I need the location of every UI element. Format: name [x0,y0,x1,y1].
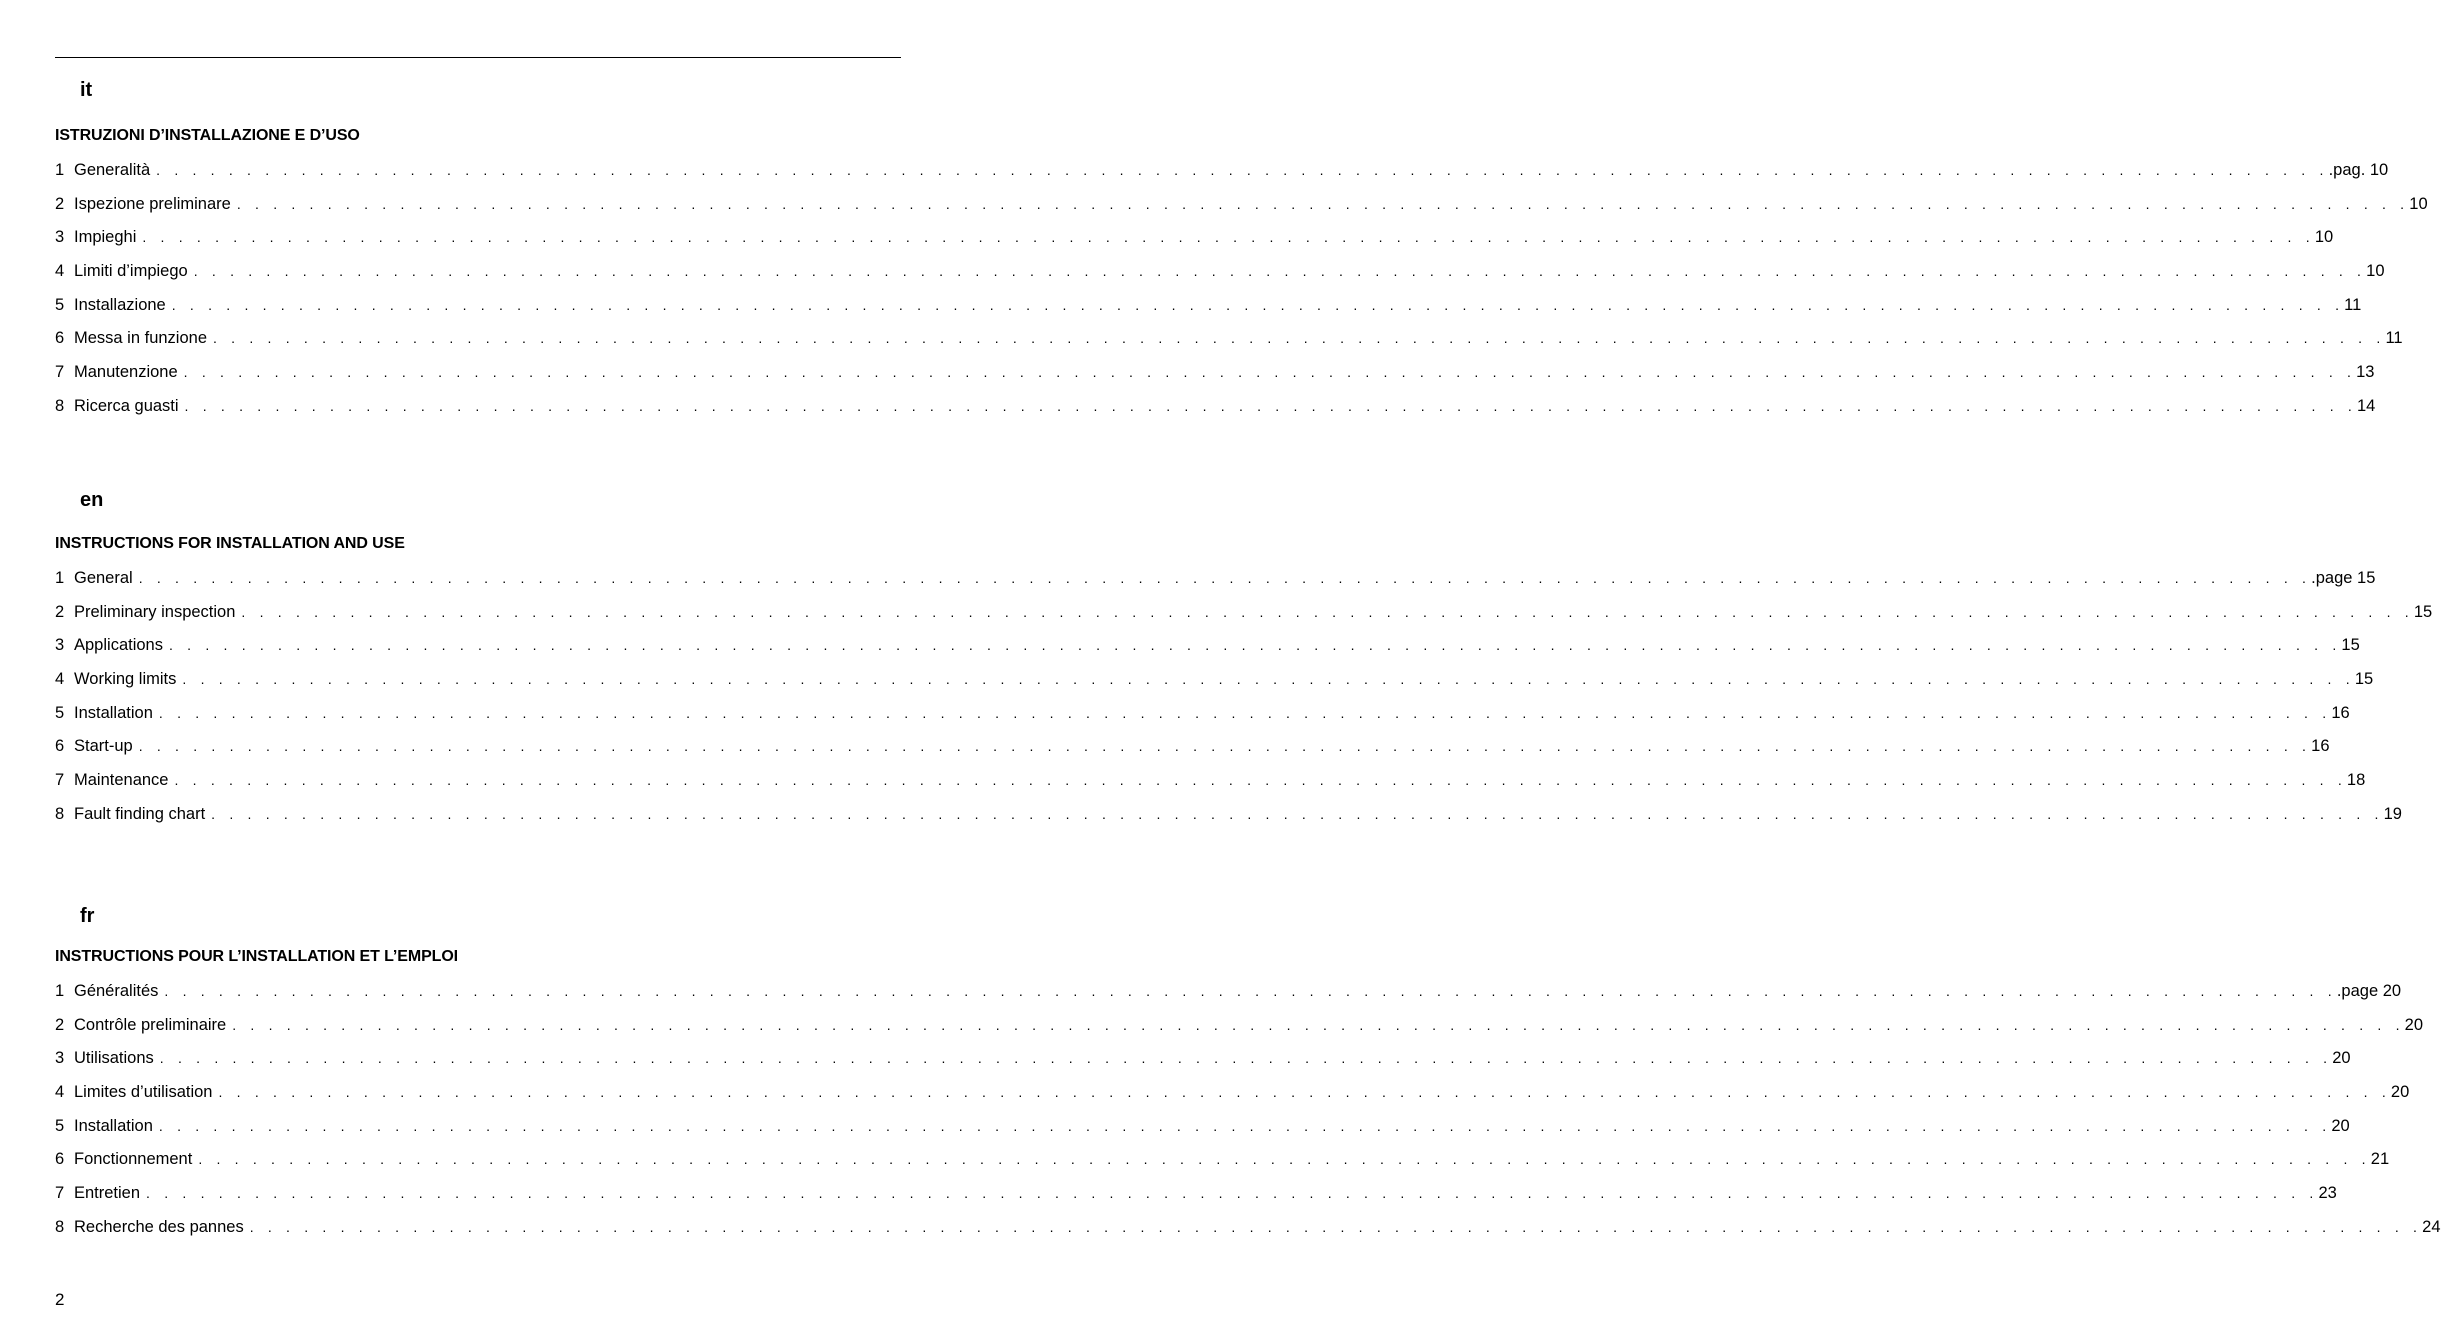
toc-entry[interactable] [55,804,2402,838]
toc-entry-title: Applications [74,636,163,655]
dot-leader: . . . . . . . . . . . . . . . . . . . . . . . . . . . . . . . . . . . . . . . . . . . . . . . . . . . . . . . . . . . . . . . . . . . . . . . . . . . . . . . . . . . . . . . . . . . . . . . . . . . . . . . . . . . . . . . . . . . . . . . . [142,229,2315,246]
toc-entry-page: 23 [2318,1184,2337,1203]
toc-entry-page: 11 [2344,295,2362,314]
toc-entry-page: 15 [2341,636,2360,655]
toc-entry-title: Fonctionnement [74,1150,193,1169]
toc-entry-page: 15 [2413,602,2433,621]
dot-leader: . . . . . . . . . . . . . . . . . . . . . . . . . . . . . . . . . . . . . . . . . . . . . . . . . . . . . . . . . . . . . . . . . . . . . . . . . . . . . . . . . . . . . . . . . . . . . . . . . . . . . . . . . . . . . . . . . . . . . . . . [138,570,2312,586]
toc-entry-page: 10 [2409,194,2428,213]
toc-entry[interactable] [55,669,2374,703]
toc-entry-number: 3 [55,1049,65,1068]
toc-entry-page: .page 20 [2336,982,2402,1000]
toc-entry-page: 20 [2404,1015,2424,1034]
toc-entry-number: 6 [55,1150,65,1169]
toc-entry-number: 7 [55,771,65,790]
dot-leader: . . . . . . . . . . . . . . . . . . . . . . . . . . . . . . . . . . . . . . . . . . . . . . . . . . . . . . . . . . . . . . . . . . . . . . . . . . . . . . . . . . . . . . . . . . . . . . . . . . . . . . . . . . . . . . . . . . . . . . . . [158,1117,2332,1134]
toc-entry-number: 1 [55,161,65,179]
toc-entry-number: 1 [55,982,65,1000]
toc-entry-number: 4 [55,1083,65,1102]
toc-entry-page: 11 [2385,329,2403,348]
toc-entry[interactable] [55,227,2334,261]
section-heading: INSTRUCTIONS POUR L’INSTALLATION ET L’EMPLOI [55,948,459,965]
toc-entry[interactable] [55,981,2402,1015]
dot-leader: . . . . . . . . . . . . . . . . . . . . . . . . . . . . . . . . . . . . . . . . . . . . . . . . . . . . . . . . . . . . . . . . . . . . . . . . . . . . . . . . . . . . . . . . . . . . . . . . . . . . . . . . . . . . . . . . . . . . . . . . [218,1084,2391,1101]
toc-entry-title: Fault finding chart [74,804,206,823]
toc-entry-page: 16 [2311,737,2330,756]
dot-leader: . . . . . . . . . . . . . . . . . . . . . . . . . . . . . . . . . . . . . . . . . . . . . . . . . . . . . . . . . . . . . . . . . . . . . . . . . . . . . . . . . . . . . . . . . . . . . . . . . . . . . . . . . . . . . . . . . . . . . . . . [182,671,2355,688]
toc-entry-title: Entretien [74,1184,141,1203]
toc-entry[interactable] [55,1082,2410,1116]
toc-entry[interactable] [55,635,2360,669]
toc-entry-page: 20 [2332,1049,2351,1068]
toc-entry-title: Messa in funzione [74,329,207,348]
dot-leader: . . . . . . . . . . . . . . . . . . . . . . . . . . . . . . . . . . . . . . . . . . . . . . . . . . . . . . . . . . . . . . . . . . . . . . . . . . . . . . . . . . . . . . . . . . . . . . . . . . . . . . . . . . . . . . . . . . . . . . . . [241,603,2414,620]
toc-entry-page: 18 [2346,771,2366,790]
toc-entry-title: Contrôle preliminaire [74,1015,227,1034]
dot-leader: . . . . . . . . . . . . . . . . . . . . . . . . . . . . . . . . . . . . . . . . . . . . . . . . . . . . . . . . . . . . . . . . . . . . . . . . . . . . . . . . . . . . . . . . . . . . . . . . . . . . . . . . . . . . . . . . . . . . . . . . [232,1016,2405,1033]
toc-entry[interactable] [55,328,2403,362]
top-rule [55,57,901,58]
dot-leader: . . . . . . . . . . . . . . . . . . . . . . . . . . . . . . . . . . . . . . . . . . . . . . . . . . . . . . . . . . . . . . . . . . . . . . . . . . . . . . . . . . . . . . . . . . . . . . . . . . . . . . . . . . . . . . . . . . . . . . . . [146,1185,2319,1202]
toc-entry[interactable] [55,1116,2350,1150]
toc-entry-title: Limites d’utilisation [74,1083,213,1102]
toc-entry-title: Généralités [74,982,159,1000]
toc-list [55,981,2441,1251]
toc-entry-page: 24 [2422,1217,2441,1236]
dot-leader: . . . . . . . . . . . . . . . . . . . . . . . . . . . . . . . . . . . . . . . . . . . . . . . . . . . . . . . . . . . . . . . . . . . . . . . . . . . . . . . . . . . . . . . . . . . . . . . . . . . . . . . . . . . . . . . . . . . . . . . . [168,637,2342,654]
dot-leader: . . . . . . . . . . . . . . . . . . . . . . . . . . . . . . . . . . . . . . . . . . . . . . . . . . . . . . . . . . . . . . . . . . . . . . . . . . . . . . . . . . . . . . . . . . . . . . . . . . . . . . . . . . . . . . . . . . . . . . . . [183,364,2357,381]
toc-entry-page: 14 [2356,396,2376,415]
language-code: en [80,489,104,511]
toc-entry-number: 1 [55,569,65,587]
toc-entry-title: Utilisations [74,1049,154,1068]
toc-entry-page: 10 [2314,228,2334,247]
toc-entry[interactable] [55,770,2366,804]
page-number: 2 [55,1290,65,1309]
toc-entry-page: 13 [2356,363,2375,382]
toc-entry-title: Installation [74,1116,153,1135]
toc-entry-title: Generalità [74,161,151,179]
toc-entry-number: 5 [55,703,65,722]
dot-leader: . . . . . . . . . . . . . . . . . . . . . . . . . . . . . . . . . . . . . . . . . . . . . . . . . . . . . . . . . . . . . . . . . . . . . . . . . . . . . . . . . . . . . . . . . . . . . . . . . . . . . . . . . . . . . . . . . . . . . . . . [211,805,2384,822]
toc-entry-number: 6 [55,329,65,348]
toc-entry-number: 7 [55,363,65,382]
toc-entry-page: .page 15 [2311,569,2376,587]
dot-leader: . . . . . . . . . . . . . . . . . . . . . . . . . . . . . . . . . . . . . . . . . . . . . . . . . . . . . . . . . . . . . . . . . . . . . . . . . . . . . . . . . . . . . . . . . . . . . . . . . . . . . . . . . . . . . . . . . . . . . . . . [158,704,2332,721]
toc-entry-title: Preliminary inspection [74,602,236,621]
dot-leader: . . . . . . . . . . . . . . . . . . . . . . . . . . . . . . . . . . . . . . . . . . . . . . . . . . . . . . . . . . . . . . . . . . . . . . . . . . . . . . . . . . . . . . . . . . . . . . . . . . . . . . . . . . . . . . . . . . . . . . . . [159,1050,2333,1067]
toc-entry[interactable] [55,1183,2337,1217]
toc-entry[interactable] [55,396,2376,430]
toc-entry[interactable] [55,194,2428,228]
toc-entry-title: General [74,569,133,587]
toc-entry-number: 5 [55,1116,65,1135]
language-code: it [80,79,93,101]
section-heading: ISTRUZIONI D’INSTALLAZIONE E D’USO [55,127,360,144]
dot-leader: . . . . . . . . . . . . . . . . . . . . . . . . . . . . . . . . . . . . . . . . . . . . . . . . . . . . . . . . . . . . . . . . . . . . . . . . . . . . . . . . . . . . . . . . . . . . . . . . . . . . . . . . . . . . . . . . . . . . . . . . [174,772,2347,789]
toc-entry-title: Installation [74,703,153,722]
toc-entry-page: 19 [2383,804,2402,823]
toc-entry[interactable] [55,295,2362,329]
dot-leader: . . . . . . . . . . . . . . . . . . . . . . . . . . . . . . . . . . . . . . . . . . . . . . . . . . . . . . . . . . . . . . . . . . . . . . . . . . . . . . . . . . . . . . . . . . . . . . . . . . . . . . . . . . . . . . . . . . . . . . . . [156,162,2329,178]
toc-entry-number: 8 [55,1217,65,1236]
toc-entry-page: 10 [2366,262,2385,281]
toc-entry-title: Working limits [74,670,177,689]
toc-entry[interactable] [55,736,2330,770]
toc-entry-title: Start-up [74,737,133,756]
toc-entry-number: 6 [55,737,65,756]
toc-entry-number: 2 [55,602,65,621]
toc-entry-number: 7 [55,1184,65,1203]
toc-entry-number: 8 [55,396,65,415]
toc-entry-number: 5 [55,295,65,314]
toc-entry-number: 3 [55,228,65,247]
toc-entry-title: Manutenzione [74,363,178,382]
section-heading: INSTRUCTIONS FOR INSTALLATION AND USE [55,535,405,552]
toc-entry[interactable] [55,1217,2441,1251]
toc-entry-title: Ispezione preliminare [74,194,231,213]
toc-entry[interactable] [55,160,2389,194]
toc-entry-number: 3 [55,636,65,655]
dot-leader: . . . . . . . . . . . . . . . . . . . . . . . . . . . . . . . . . . . . . . . . . . . . . . . . . . . . . . . . . . . . . . . . . . . . . . . . . . . . . . . . . . . . . . . . . . . . . . . . . . . . . . . . . . . . . . . . . . . . . . . . [198,1151,2371,1168]
dot-leader: . . . . . . . . . . . . . . . . . . . . . . . . . . . . . . . . . . . . . . . . . . . . . . . . . . . . . . . . . . . . . . . . . . . . . . . . . . . . . . . . . . . . . . . . . . . . . . . . . . . . . . . . . . . . . . . . . . . . . . . . [164,983,2337,999]
toc-entry-title: Installazione [74,295,166,314]
toc-entry-title: Limiti d’impiego [74,262,188,281]
toc-list [55,568,2433,838]
toc-entry-number: 4 [55,670,65,689]
dot-leader: . . . . . . . . . . . . . . . . . . . . . . . . . . . . . . . . . . . . . . . . . . . . . . . . . . . . . . . . . . . . . . . . . . . . . . . . . . . . . . . . . . . . . . . . . . . . . . . . . . . . . . . . . . . . . . . . . . . . . . . . [171,296,2345,313]
dot-leader: . . . . . . . . . . . . . . . . . . . . . . . . . . . . . . . . . . . . . . . . . . . . . . . . . . . . . . . . . . . . . . . . . . . . . . . . . . . . . . . . . . . . . . . . . . . . . . . . . . . . . . . . . . . . . . . . . . . . . . . . [213,330,2386,347]
toc-entry-number: 4 [55,262,65,281]
toc-entry[interactable] [55,703,2350,737]
toc-entry-number: 8 [55,804,65,823]
toc-entry-page: 21 [2370,1150,2390,1169]
toc-entry-page: 16 [2331,703,2350,722]
toc-entry[interactable] [55,362,2375,396]
toc-entry[interactable] [55,261,2385,295]
toc-entry-page: 20 [2331,1116,2350,1135]
toc-entry-page: 20 [2390,1083,2410,1102]
language-code: fr [80,905,95,927]
dot-leader: . . . . . . . . . . . . . . . . . . . . . . . . . . . . . . . . . . . . . . . . . . . . . . . . . . . . . . . . . . . . . . . . . . . . . . . . . . . . . . . . . . . . . . . . . . . . . . . . . . . . . . . . . . . . . . . . . . . . . . . . [249,1218,2423,1235]
toc-entry-title: Ricerca guasti [74,396,179,415]
toc-entry-page: 15 [2354,670,2374,689]
toc-list [55,160,2428,430]
toc-entry-page: .pag. 10 [2328,161,2389,179]
dot-leader: . . . . . . . . . . . . . . . . . . . . . . . . . . . . . . . . . . . . . . . . . . . . . . . . . . . . . . . . . . . . . . . . . . . . . . . . . . . . . . . . . . . . . . . . . . . . . . . . . . . . . . . . . . . . . . . . . . . . . . . . [138,738,2312,755]
toc-entry-number: 2 [55,1015,65,1034]
toc-entry[interactable] [55,568,2376,602]
toc-entry-title: Maintenance [74,771,169,790]
dot-leader: . . . . . . . . . . . . . . . . . . . . . . . . . . . . . . . . . . . . . . . . . . . . . . . . . . . . . . . . . . . . . . . . . . . . . . . . . . . . . . . . . . . . . . . . . . . . . . . . . . . . . . . . . . . . . . . . . . . . . . . . [184,397,2357,414]
toc-entry-title: Recherche des pannes [74,1217,244,1236]
dot-leader: . . . . . . . . . . . . . . . . . . . . . . . . . . . . . . . . . . . . . . . . . . . . . . . . . . . . . . . . . . . . . . . . . . . . . . . . . . . . . . . . . . . . . . . . . . . . . . . . . . . . . . . . . . . . . . . . . . . . . . . . [236,195,2410,212]
toc-entry[interactable] [55,602,2433,636]
toc-entry[interactable] [55,1149,2390,1183]
toc-entry-title: Impieghi [74,228,137,247]
toc-entry-number: 2 [55,194,65,213]
toc-entry[interactable] [55,1015,2424,1049]
toc-entry[interactable] [55,1048,2351,1082]
dot-leader: . . . . . . . . . . . . . . . . . . . . . . . . . . . . . . . . . . . . . . . . . . . . . . . . . . . . . . . . . . . . . . . . . . . . . . . . . . . . . . . . . . . . . . . . . . . . . . . . . . . . . . . . . . . . . . . . . . . . . . . . [193,263,2367,280]
